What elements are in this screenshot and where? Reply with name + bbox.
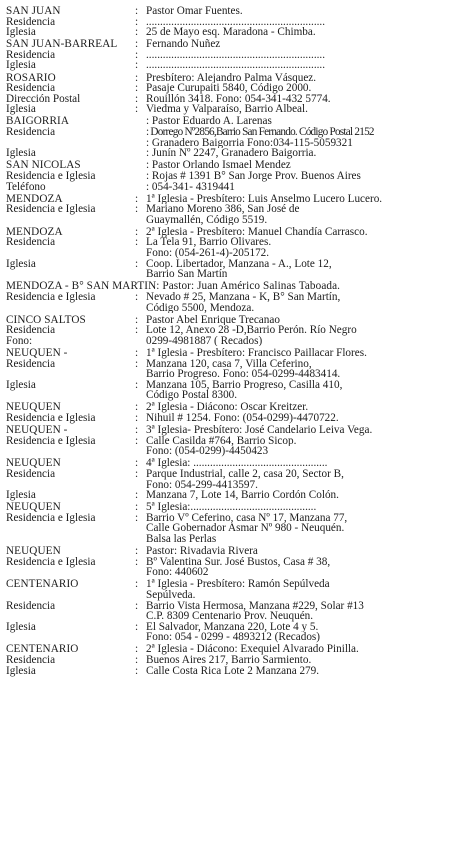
field-label: Iglesia [6,147,36,160]
field-separator: : [135,48,139,61]
field-value: Manzana 120, casa 7, Villa Ceferino, [146,358,312,370]
field-value: : Granadero Baigorria Fono:034-115-5059321 [146,137,353,149]
field-label: Residencia e Iglesia [6,203,96,216]
field-value: Presbítero: Alejandro Palma Vásquez. [146,72,317,84]
directory-entry-line [0,655,458,666]
field-label: Iglesia [6,664,36,677]
directory-entry-line [0,413,458,424]
field-separator: : [135,236,139,249]
field-value: : Rojas # 1391 B° San Jorge Prov. Buenos Aires [146,170,361,182]
field-label: Iglesia [6,103,36,116]
directory-entry-line [0,50,458,61]
field-value: 1ª Iglesia - Presbítero: Luis Anselmo Lucero Lucero. [146,193,383,205]
field-label: Iglesia [6,620,36,633]
field-separator: : [135,643,139,656]
city-label: NEUQUEN - [6,346,68,359]
field-label: Residencia [6,236,56,249]
field-value: Fono: (054-261-4)-205172. [146,248,270,259]
directory-entry-line [0,182,458,193]
field-value: : Junín Nº 2247, Granadero Baigorria. [146,148,317,159]
field-separator: : [135,203,139,216]
directory-entry-line [0,237,458,248]
directory-entry-heading [0,458,458,469]
city-label: NEUQUEN [6,545,61,558]
field-label: Residencia [6,654,56,667]
directory-entry-line [0,17,458,28]
directory-entry-heading [0,348,458,359]
field-value: ................................................................ [146,16,325,28]
directory-entry-line [0,248,458,259]
city-label: SAN JUAN-BARREAL [6,38,118,51]
directory-entry-line [0,215,458,226]
field-separator: : [135,378,139,391]
field-label: Dirección Postal [6,92,81,105]
field-value: Fono: 054-299-4413597. [146,479,258,491]
field-label: Residencia [6,82,56,95]
field-label: Iglesia [6,378,36,391]
directory-entry-line [0,523,458,534]
directory-entry-line [0,148,458,159]
directory-entry-heading [0,227,458,238]
field-value: Mariano Moreno 386, San José de [146,204,300,215]
field-separator: : [135,424,139,437]
directory-entry-heading [0,39,458,50]
field-label: Iglesia [6,26,36,39]
directory-entry-line [0,632,458,643]
field-value: 3ª Iglesia- Presbítero: José Candelario Leiva Vega. [146,425,373,436]
field-separator: : [135,357,139,370]
directory-entry-line [0,446,458,457]
directory-entry-line [0,590,458,601]
field-value: Barrio Vº Ceferino, casa Nº 17, Manzana 77, [146,512,348,524]
field-value: Nihuil # 1254. Fono: (054-0299)-4470722. [146,412,339,424]
field-value: Pastor Abel Enrique Trecanao [146,314,280,326]
field-value: 1ª Iglesia - Presbítero: Francisco Paillacar Flores. [146,347,367,359]
field-label: Iglesia [6,59,36,72]
field-separator: : [135,434,139,447]
city-label: MENDOZA - B° SAN MARTIN: Pastor: Juan Américo Salinas Taboada. [6,280,341,293]
field-value: Fono: 054 - 0299 - 4893212 (Recados) [146,632,321,643]
field-value: Pastor: Rivadavia Rivera [146,546,258,557]
field-separator: : [135,92,139,105]
city-label: MENDOZA [6,225,63,238]
field-value: Pastor Omar Fuentes. [146,6,243,17]
field-value: Manzana 105, Barrio Progreso, Casilla 410, [146,379,343,391]
field-label: Residencia [6,357,56,370]
directory-entry-heading [0,73,458,84]
field-separator: : [135,103,139,116]
field-label: Residencia [6,467,56,480]
field-separator: : [135,599,139,612]
directory-entry-line [0,666,458,677]
directory-entry-line [0,469,458,480]
field-value: Sepúlveda. [146,589,196,601]
field-value: : Pastor Orlando Ismael Mendez [146,160,291,171]
field-value: Barrio San Martín [146,269,228,280]
directory-entry-line [0,94,458,105]
city-label: CINCO SALTOS [6,313,86,326]
field-separator: : [135,555,139,568]
directory-entry-line [0,336,458,347]
field-separator: : [135,257,139,270]
directory-entry-line [0,127,458,138]
field-value: Coop. Libertador, Manzana - A., Lote 12, [146,258,332,270]
field-value: Rouillón 3418. Fono: 054-341-432 5774. [146,93,331,105]
field-separator: : [135,654,139,667]
directory-entry-line [0,557,458,568]
field-separator: : [135,192,139,205]
field-label: Residencia e Iglesia [6,411,96,424]
field-value: Viedma y Valparaíso, Barrio Albeal. [146,104,308,115]
field-value: ................................................................ [146,49,325,61]
city-label: SAN NICOLAS [6,159,81,172]
field-value: Parque Industrial, calle 2, casa 20, Sector B, [146,468,344,480]
field-separator: : [135,59,139,72]
field-separator: : [135,313,139,326]
city-label: CENTENARIO [6,643,79,656]
field-separator: : [135,324,139,337]
city-label: ROSARIO [6,71,56,84]
field-separator: : [135,511,139,524]
directory-entry-line [0,292,458,303]
field-value: El Salvador, Manzana 220, Lote 4 y 5. [146,621,319,633]
field-value: Fernando Nuñez [146,39,221,50]
directory-entry-line [0,204,458,215]
field-value: 2ª Iglesia - Diácono: Oscar Kreitzer. [146,402,309,413]
field-value: Balsa las Perlas [146,534,217,545]
field-label: Residencia e Iglesia [6,555,96,568]
field-separator: : [135,467,139,480]
field-value: Buenos Aires 217, Barrio Sarmiento. [146,655,312,666]
directory-entry-heading [0,116,458,127]
field-value: Guaymallén, Código 5519. [146,214,268,226]
directory-entry-line [0,171,458,182]
field-separator: : [135,38,139,51]
city-label: NEUQUEN [6,501,61,514]
directory-entry-line [0,259,458,270]
field-value: 0299-4981887 ( Recados) [146,335,263,347]
field-separator: : [135,346,139,359]
directory-entry-heading [0,315,458,326]
field-label: Residencia [6,324,56,337]
field-value: 2ª Iglesia - Presbítero: Manuel Chandía Carrasco. [146,226,368,238]
field-value: Calle Costa Rica Lote 2 Manzana 279. [146,665,320,677]
field-value: : Dorrego Nº2856,Barrio San Fernando. Código Postal 2152 [146,127,374,138]
city-label: NEUQUEN [6,401,61,414]
field-value: Manzana 7, Lote 14, Barrio Cordón Colón. [146,490,339,501]
directory-entry-line [0,269,458,280]
field-separator: : [135,411,139,424]
field-value: 5ª Iglesia:............................................. [146,502,317,513]
city-label: MENDOZA [6,192,63,205]
field-separator: : [135,545,139,558]
city-label: NEUQUEN [6,457,61,470]
field-label: Residencia [6,599,56,612]
field-value: 25 de Mayo esq. Maradona - Chimba. [146,27,316,38]
directory-entry-heading [0,6,458,17]
field-label: Fono: [6,334,33,347]
directory-entry-line [0,490,458,501]
field-label: Residencia e Iglesia [6,169,96,182]
field-label: Iglesia [6,489,36,502]
city-label: CENTENARIO [6,578,79,591]
directory-entry-line [0,138,458,149]
directory-entry-line [0,27,458,38]
field-separator: : [135,578,139,591]
field-separator: : [135,5,139,17]
directory-entry-line [0,513,458,524]
directory-entry-line [0,436,458,447]
field-separator: : [135,401,139,414]
field-value: Barrio Vista Hermosa, Manzana #229, Solar #13 [146,600,364,612]
field-value: Barrio Progreso. Fono: 054-0299-4483414. [146,369,341,380]
field-value: 4ª Iglesia: ................................................ [146,458,328,469]
directory-entry-line [0,60,458,71]
field-value: Bº Valentina Sur. José Bustos, Casa # 38, [146,556,331,568]
field-value: : Pastor Eduardo A. Larenas [146,116,272,128]
directory-entry-line [0,380,458,391]
field-value: Fono: 440602 [146,567,209,578]
directory-entry-line [0,303,458,314]
city-label: BAIGORRIA [6,115,70,128]
field-value: Lote 12, Anexo 28 -D,Barrio Perón. Río Negro [146,325,357,336]
field-separator: : [135,15,139,28]
field-value: Código 5500, Mendoza. [146,302,255,314]
field-label: Residencia e Iglesia [6,290,96,303]
field-value: La Tela 91, Barrio Olivares. [146,237,272,249]
directory-entry-line [0,104,458,115]
field-separator: : [135,82,139,95]
field-separator: : [135,290,139,303]
field-label: Residencia e Iglesia [6,434,96,447]
field-separator: : [135,489,139,502]
field-value: 2ª Iglesia - Diácono: Exequiel Alvarado Pinilla. [146,644,359,656]
field-value: Pasaje Curupaiti 5840, Código 2000. [146,83,312,94]
directory-entry-line [0,567,458,578]
field-value: 1ª Iglesia - Presbítero: Ramón Sepúlveda [146,579,330,590]
field-separator: : [135,225,139,238]
field-separator: : [135,457,139,470]
directory-entry-line [0,325,458,336]
directory-entry-line [0,622,458,633]
field-label: Iglesia [6,257,36,270]
field-label: Residencia [6,126,56,139]
field-separator: : [135,620,139,633]
field-value: Nevado # 25, Manzana - K, B° San Martín, [146,291,341,303]
field-value: C.P. 8309 Centenario Prov. Neuquén. [146,611,314,622]
field-value: : 054-341- 4319441 [146,181,235,193]
directory-entry-line [0,534,458,545]
field-value: Calle Gobernador Asmar Nº 980 - Neuquén. [146,523,345,534]
directory-entry-line [0,390,458,401]
field-value: Calle Casilda #764, Barrio Sicop. [146,435,297,447]
directory-entry-line [0,480,458,491]
directory-entry-line [0,369,458,380]
field-separator: : [135,71,139,84]
directory-entry-heading [0,644,458,655]
field-value: ................................................................ [146,60,325,72]
field-label: Residencia e Iglesia [6,511,96,524]
directory-entry-line [0,359,458,370]
field-separator: : [135,501,139,514]
field-separator: : [135,26,139,39]
field-label: Teléfono [6,180,46,193]
directory-entry-heading [0,579,458,590]
field-label: Residencia [6,15,56,28]
field-label: Residencia [6,48,56,61]
city-label: NEUQUEN - [6,424,68,437]
field-separator: : [135,664,139,677]
field-value: Fono: (054-0299)-4450423 [146,446,269,457]
city-label: SAN JUAN [6,5,61,17]
directory-entry-line [0,611,458,622]
field-value: Código Postal 8300. [146,390,238,401]
directory-entry-line [0,601,458,612]
